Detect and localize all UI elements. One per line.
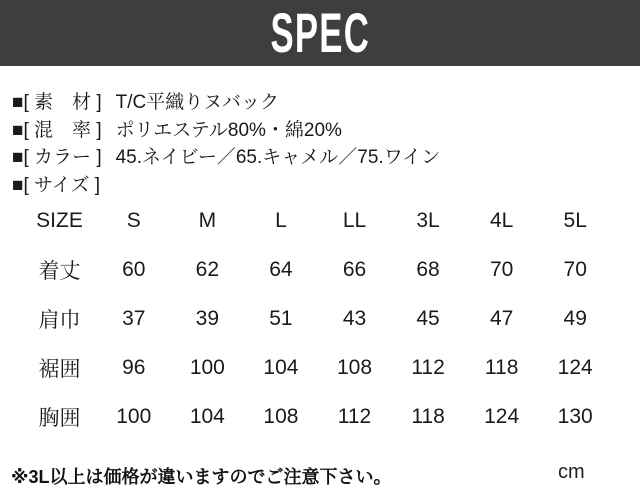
cell-value: 51 — [269, 306, 293, 330]
column-header-5l: 5L — [563, 208, 587, 232]
cell-value: 100 — [116, 404, 152, 428]
column-header-size: SIZE — [36, 208, 83, 232]
info-label-blend: ■[ 混 率 ] — [12, 119, 102, 141]
cell-value: 112 — [411, 355, 445, 379]
cell-value: 124 — [484, 404, 520, 428]
info-line-size — [12, 172, 440, 200]
cell-value: 118 — [411, 404, 445, 428]
column-header-4l: 4L — [489, 208, 514, 232]
table-row-hem-circumference — [22, 343, 612, 392]
cell-value: 37 — [122, 306, 146, 330]
info-label-material: ■[ 素 材 ] — [12, 92, 102, 113]
table-row-shoulder-width — [22, 294, 612, 343]
table-row-chest-circumference — [22, 392, 612, 441]
cell-value: 64 — [269, 257, 293, 281]
row-label-shoulder-width: 肩巾 — [38, 308, 81, 332]
info-line-blend — [12, 117, 440, 145]
spec-banner — [0, 0, 640, 66]
cell-value: 104 — [263, 355, 299, 379]
cell-value: 96 — [122, 355, 146, 379]
cell-value: 49 — [563, 306, 587, 330]
cell-value: 70 — [489, 257, 514, 281]
info-line-material — [12, 89, 440, 117]
info-value-blend: ポリエステル80%・綿20% — [115, 119, 342, 141]
cell-value: 66 — [342, 257, 367, 281]
price-notice: ※3L以上は価格が違いますのでご注意下さい。 — [11, 467, 392, 487]
column-header-m: M — [198, 208, 217, 232]
info-label-color: ■[ カラー ] — [12, 147, 102, 168]
column-header-ll: LL — [342, 208, 367, 232]
cell-value: 70 — [563, 257, 587, 281]
row-label-body-length: 着丈 — [38, 259, 81, 283]
size-table-header-row — [22, 196, 612, 245]
spec-banner-title: SPEC — [270, 1, 370, 64]
info-line-color — [12, 144, 440, 172]
row-label-hem-circumference: 裾囲 — [38, 357, 81, 381]
cell-value: 118 — [484, 355, 519, 379]
cell-value: 130 — [557, 404, 593, 428]
info-value-color: 45.ネイビー／65.キャメル／75.ワイン — [115, 147, 441, 168]
cell-value: 47 — [489, 306, 514, 330]
info-value-material: T/C平織りヌバック — [115, 92, 280, 113]
cell-value: 62 — [195, 257, 220, 281]
info-label-size: ■[ サイズ ] — [12, 174, 101, 196]
column-header-3l: 3L — [416, 208, 440, 232]
unit-label-cm: cm — [558, 461, 585, 483]
table-row-body-length — [22, 245, 612, 294]
cell-value: 68 — [416, 257, 440, 281]
cell-value: 45 — [416, 306, 440, 330]
cell-value: 100 — [189, 355, 225, 379]
column-header-s: S — [126, 208, 141, 232]
column-header-l: L — [275, 208, 287, 232]
cell-value: 104 — [189, 404, 225, 428]
cell-value: 60 — [122, 257, 146, 281]
cell-value: 43 — [342, 306, 367, 330]
cell-value: 112 — [337, 404, 372, 428]
size-table — [22, 196, 612, 441]
cell-value: 39 — [195, 306, 220, 330]
row-label-chest-circumference: 胸囲 — [38, 406, 81, 430]
cell-value: 108 — [263, 404, 299, 428]
product-info-list — [12, 89, 440, 199]
cell-value: 108 — [336, 355, 373, 379]
cell-value: 124 — [557, 355, 593, 379]
